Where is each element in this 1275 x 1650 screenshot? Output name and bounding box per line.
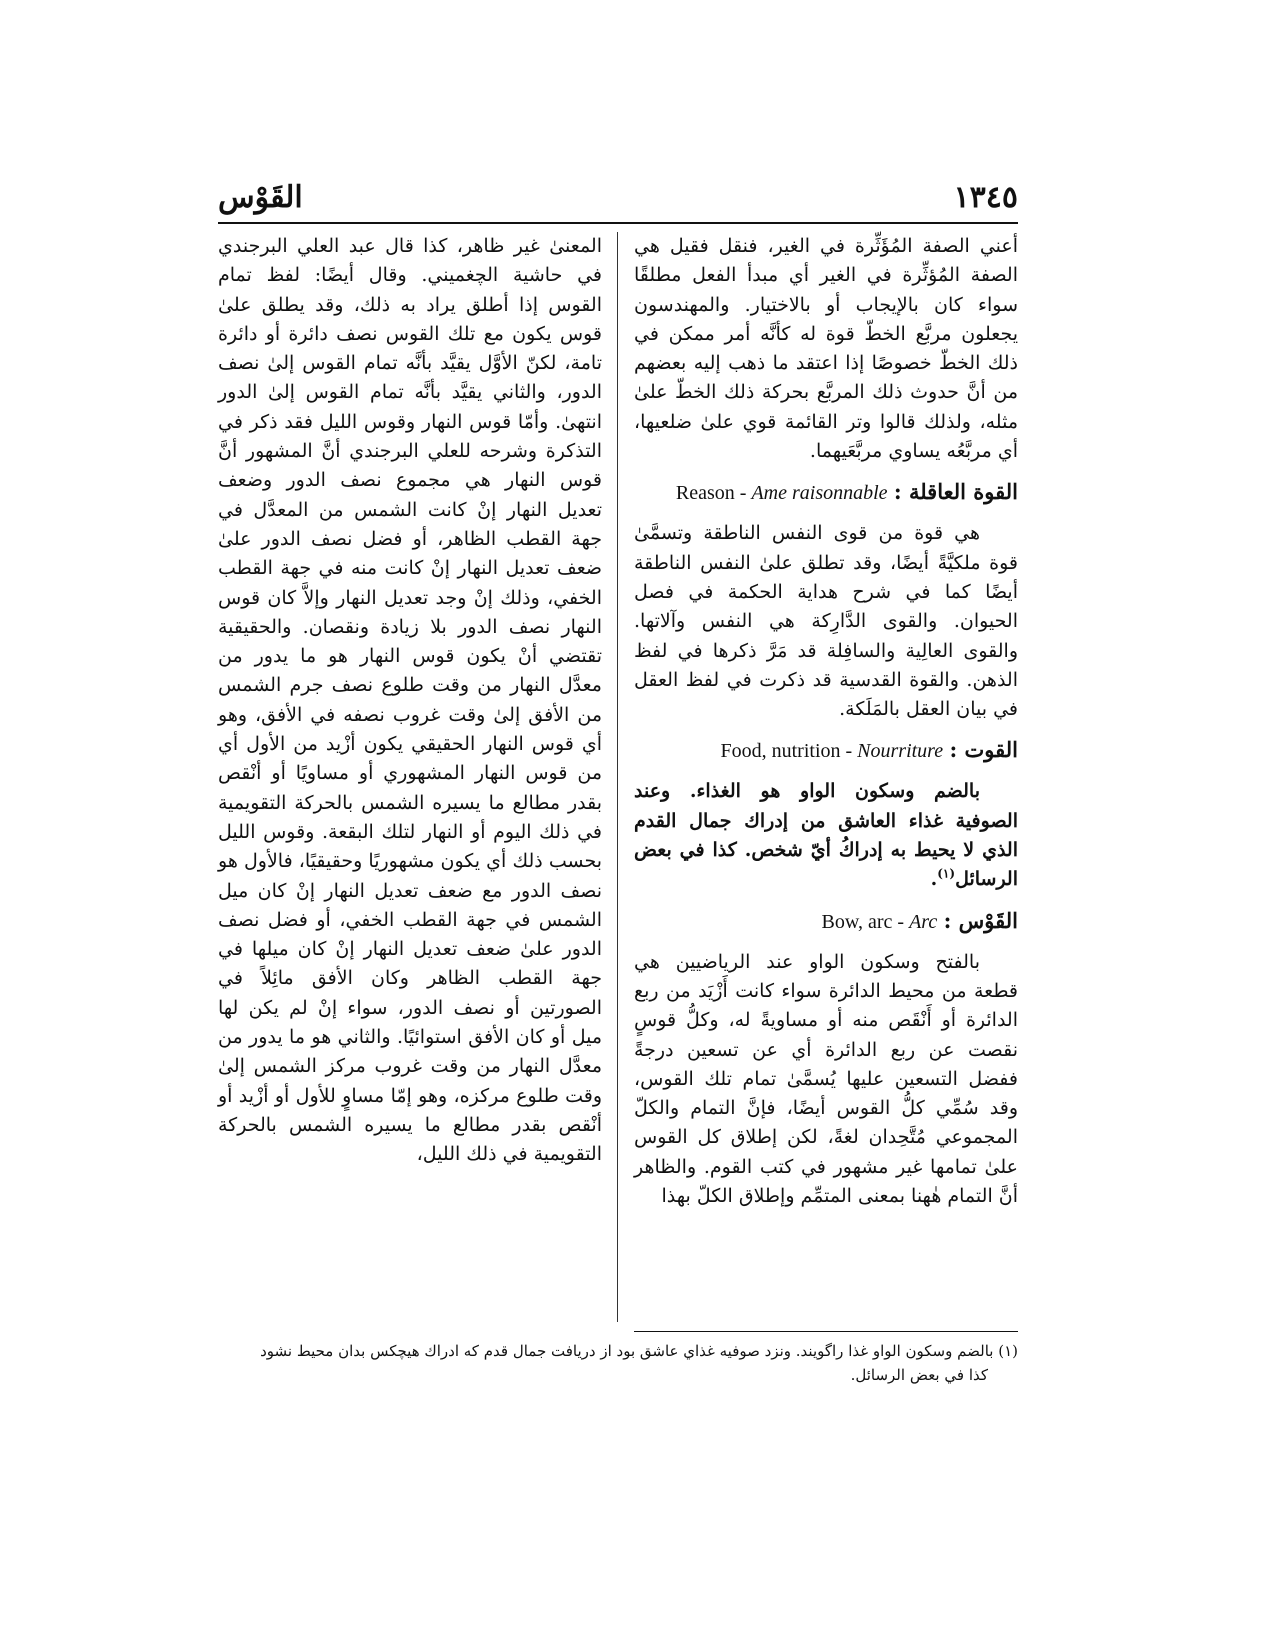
footnote-reference[interactable]: (١) xyxy=(937,867,956,882)
paragraph: المعنىٰ غير ظاهر، كذا قال عبد العلي البرجندي في حاشية الچغميني. وقال أيضًا: لفظ تمام القوس إذا أطلق يراد به ذلك، وقد يطلق علىٰ قوس يكون مع تلك القوس نصف دائرة أو دائرة تامة، لكنّ الأوَّل يقيَّد بأنَّه تمام القوس إلىٰ نصف الدور، والثاني يقيَّد بأنَّه تمام القوس إلىٰ الدور انتهىٰ. وأمّا قوس النهار وقوس الليل فقد ذكر في التذكرة وشرحه للعلي البرجندي أنَّ المشهور أنَّ قوس النهار هي مجموع نصف الدور وضعف تعديل النهار إنْ كانت الشمس من المعدَّل في جهة القطب الظاهر، أو فضل نصف الدور علىٰ ضعف تعديل النهار إنْ كانت منه في جهة القطب الخفي، وذلك إنْ وجد تعديل النهار وإلاَّ كان قوس النهار نصف الدور بلا زيادة ونقصان. والحقيقية تقتضي أنْ يكون قوس النهار هو ما يدور من معدَّل النهار من وقت طلوع نصف جرم الشمس من الأفق إلىٰ وقت غروب نصفه في الأفق، وهو أي قوس النهار الحقيقي يكون أزْيد من الأول أي من قوس النهار المشهوري أو مساويًا أو أنْقص بقدر مطالع ما يسيره الشمس بالحركة التقويمية في ذلك اليوم أو النهار لتلك البقعة. وقوس الليل بحسب ذلك أي يكون مشهوريًا وحقيقيًا، فالأول هو نصف الدور مع ضعف تعديل النهار إنْ كان ميل الشمس في جهة القطب الخفي، أو فضل نصف الدور علىٰ ضعف تعديل النهار إنْ كان ميلها في جهة القطب الظاهر وكان الأفق مائِلاً في الصورتين أو نصف الدور، سواء إنْ لم يكن لها ميل أو كان الأفق استوائيًا. والثاني هو ما يدور من معدَّل النهار من وقت غروب مركز الشمس إلىٰ وقت طلوع مركزه، وهو إمّا مساوٍ للأول أو أزْيد أو أنْقص بقدر مطالع ما يسيره الشمس بالحركة التقويمية في ذلك الليل، xyxy=(218,235,602,1166)
page-number: ١٣٤٥ xyxy=(953,180,1018,215)
entry-translation: Reason - Ame raisonnable xyxy=(675,482,888,505)
right-column xyxy=(634,232,1018,1211)
entry-term: القوة العاقلة : xyxy=(893,479,1018,505)
footnote-rule xyxy=(634,1331,1018,1332)
footnote xyxy=(218,1339,1018,1387)
footnote-line: كذا في بعض الرسائل. xyxy=(850,1366,988,1384)
paragraph: هي قوة من قوى النفس الناطقة وتسمَّىٰ قوة ملكيَّةً أيضًا، وقد تطلق علىٰ النفس الناطقة أيضًا كما في شرح هداية الحكمة في فصل الحيوان. والقوى الدَّارِكة هي النفس وآلاتها. والقوى العالِية والسافِلة قد مَرَّ ذكرها في لفظ الذهن. والقوة القدسية قد ذكرت في لفظ العقل في بيان العقل بالمَلَكة. xyxy=(634,522,1018,721)
header-rule xyxy=(218,222,1018,224)
entry-heading-food xyxy=(634,736,1018,765)
left-column xyxy=(218,232,602,1170)
column-divider xyxy=(617,232,618,1322)
bold-paragraph: بالضم وسكون الواو هو الغذاء. وعند الصوفية غذاء العاشق من إدراك جمال القدم الذي لا يحيط به إدراكُ أيّ شخص. كذا في بعض الرسائل$^{(١)}$. xyxy=(634,780,1018,891)
entry-term: القوت : xyxy=(949,737,1018,763)
running-head: القَوْس xyxy=(218,180,303,215)
entry-term: القَوْس : xyxy=(943,907,1018,933)
entry-heading-reason xyxy=(634,478,1018,507)
entry-translation: Bow, arc - Arc xyxy=(821,910,938,933)
entry-heading-bow xyxy=(634,907,1018,936)
paragraph: أعني الصفة المُؤَثِّرة في الغير، فنقل فقيل هي الصفة المُؤثِّرة في الغير أي مبدأ الفعل مطلقًا سواء كان بالإيجاب أو بالاختيار. والمهندسون يجعلون مربَّع الخطّ قوة له كأنَّه أمر ممكن في ذلك الخطّ خصوصًا إذا اعتقد ما ذهب إليه بعضهم من أنَّ حدوث ذلك المربَّع بحركة ذلك الخطّ علىٰ مثله، ولذلك قالوا وتر القائمة قوي علىٰ ضلعيها، أي مربَّعُه يساوي مربَّعَيهما. xyxy=(634,235,1018,463)
entry-translation: Food, nutrition - Nourriture xyxy=(720,740,944,763)
page-header xyxy=(218,180,1018,220)
paragraph: بالفتح وسكون الواو عند الرياضيين هي قطعة من محيط الدائرة سواء كانت أَزْيَد من ربع الدائرة أو أَنْقَص منه أو مساويةً له، وكلُّ قوسٍ نقصت عن ربع الدائرة أي عن تسعين درجةً ففضل التسعين عليها يُسمَّىٰ تمام تلك القوس، وقد سُمِّي كلُّ القوس أيضًا، فإنَّ التمام والكلّ المجموعي مُتَّحِدان لغةً، لكن إطلاق كل القوس علىٰ تمامها غير مشهور في كتب القوم. والظاهر أنَّ التمام هٰهنا بمعنى المتمِّم وإطلاق الكلّ بهذا xyxy=(634,950,1018,1208)
footnote-line: (١) بالضم وسكون الواو غذا راگويند. ونزد صوفيه غذاي عاشق بود از دريافت جمال قدم كه ادراك هيچكس بدان محيط نشود xyxy=(260,1342,1018,1360)
